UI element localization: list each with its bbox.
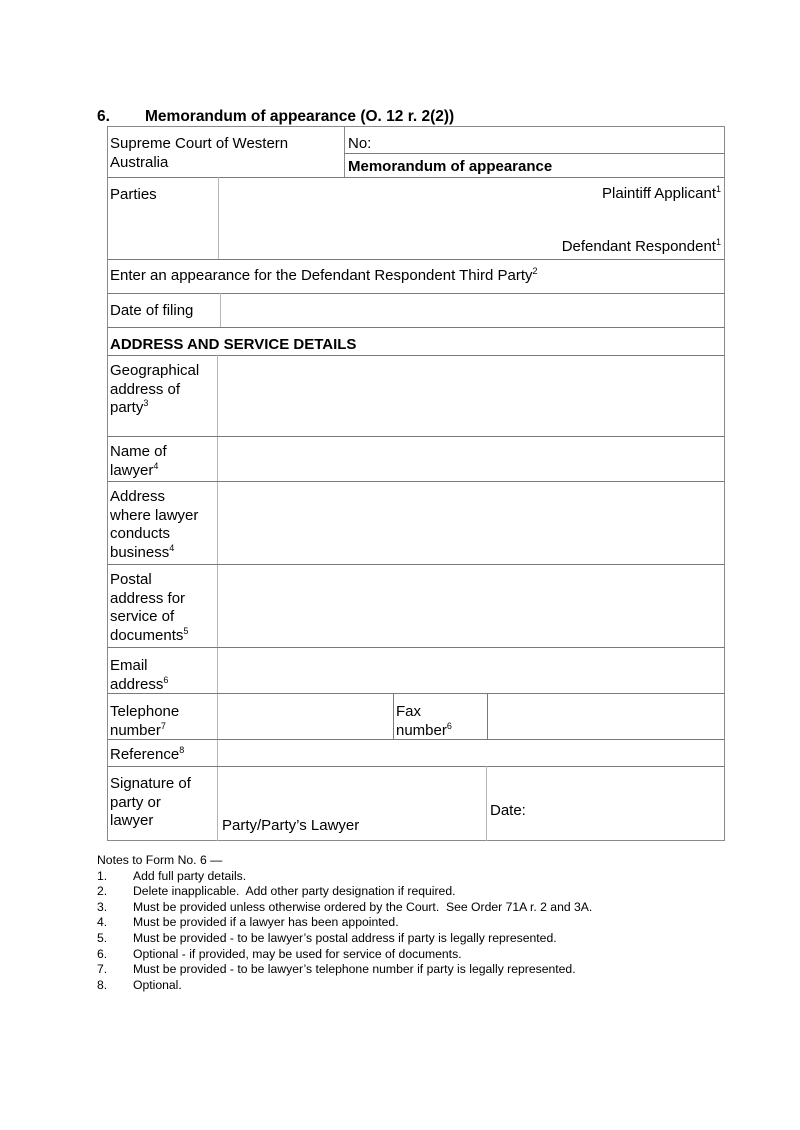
note-text: Must be provided unless otherwise ordered by the Court. See Order 71A r. 2 and 3A.: [133, 899, 593, 914]
footnote-ref: 4: [153, 460, 159, 471]
note-text: Optional - if provided, may be used for service of documents.: [133, 946, 462, 961]
geographical-address-input[interactable]: [218, 356, 725, 436]
case-number-label: No:: [348, 135, 372, 152]
note-item: [97, 931, 592, 947]
form-heading: [97, 108, 454, 126]
label-line: lawyer: [110, 812, 154, 829]
parties-label: [107, 178, 218, 259]
footnote-ref: 1: [715, 184, 721, 194]
reference-label: [107, 740, 217, 766]
label-line: Fax: [396, 703, 422, 720]
note-item: [97, 900, 592, 916]
date-of-filing-input[interactable]: [221, 294, 725, 327]
label-line: Geographical: [110, 362, 200, 379]
signature-date-field[interactable]: [487, 767, 725, 841]
reference-input[interactable]: [218, 740, 725, 766]
label-line: Postal: [110, 571, 152, 588]
note-item: [97, 962, 592, 978]
postal-address-input[interactable]: [218, 565, 725, 647]
label-text: address: [110, 675, 164, 693]
label-text: documents: [110, 626, 184, 644]
lawyer-name-label: [107, 437, 217, 481]
footnote-ref: 1: [715, 237, 721, 247]
plaintiff-line: [222, 185, 721, 238]
footnote-ref: 6: [163, 674, 169, 685]
court-name-line1: Supreme Court of Western: [110, 135, 289, 152]
label-line: where lawyer: [110, 506, 199, 524]
date-of-filing-label: [107, 294, 220, 327]
label-text: business: [110, 543, 170, 561]
label-text: number: [396, 721, 447, 739]
fax-label: [394, 694, 487, 739]
label-line: [110, 627, 214, 646]
court-name-line2: Australia: [110, 153, 169, 171]
footnote-ref: 2: [532, 266, 538, 276]
note-number: 2.: [97, 884, 108, 899]
section-heading: [107, 328, 725, 355]
appearance-text: Enter an appearance for the Defendant Respondent Third Party: [110, 267, 533, 284]
court-name: [107, 126, 344, 177]
postal-address-label: [107, 565, 217, 647]
signature-caption: Party/Party’s Lawyer: [222, 817, 360, 834]
note-number: 4.: [97, 915, 108, 930]
defendant-text: Defendant Respondent: [561, 238, 716, 255]
lawyer-address-input[interactable]: [218, 482, 725, 564]
note-number: 6.: [97, 946, 108, 961]
note-number: 5.: [97, 930, 108, 945]
label-line: [110, 399, 214, 418]
note-text: Must be provided - to be lawyer’s telephone number if party is legally represented.: [133, 962, 576, 977]
note-item: [97, 884, 592, 900]
lawyer-name-input[interactable]: [218, 437, 725, 481]
label-line: [110, 544, 214, 563]
form-notes: [97, 853, 592, 993]
telephone-input[interactable]: [218, 694, 393, 739]
footnote-ref: 4: [169, 542, 175, 553]
note-text: Must be provided - to be lawyer’s postal address if party is legally represented.: [133, 930, 557, 945]
document-title-text: Memorandum of appearance: [348, 158, 553, 175]
note-text: Add full party details.: [133, 868, 247, 883]
signature-date-label: Date:: [490, 802, 526, 819]
lawyer-address-label: [107, 482, 217, 564]
section-heading-text: ADDRESS AND SERVICE DETAILS: [110, 336, 357, 353]
footnote-ref: 3: [143, 398, 149, 408]
form-title: Memorandum of appearance (O. 12 r. 2(2)): [145, 108, 455, 125]
note-text: Optional.: [133, 977, 182, 992]
parties-label-text: Parties: [110, 186, 157, 203]
case-number-field[interactable]: [345, 126, 725, 153]
form-number: 6.: [97, 108, 110, 125]
label-line: Telephone: [110, 703, 180, 720]
signature-label: [107, 767, 217, 841]
email-input[interactable]: [218, 648, 725, 693]
label-line: Name of: [110, 443, 167, 460]
label-line: service of: [110, 608, 175, 625]
label-line: Email: [110, 657, 148, 674]
note-item: [97, 915, 592, 931]
label-line: [396, 722, 484, 741]
label-line: address of: [110, 380, 181, 398]
defendant-line: [222, 238, 721, 255]
notes-heading: Notes to Form No. 6 —: [97, 853, 223, 867]
note-number: 8.: [97, 977, 108, 992]
fax-input[interactable]: [488, 694, 725, 739]
label-line: conducts: [110, 525, 171, 542]
note-number: 1.: [97, 868, 108, 883]
label-line: Address: [110, 488, 166, 505]
plaintiff-text: Plaintiff Applicant: [602, 185, 716, 202]
date-of-filing-text: Date of filing: [110, 302, 194, 319]
geographical-address-label: [107, 356, 217, 436]
note-item: [97, 978, 592, 994]
note-item: [97, 947, 592, 963]
note-number: 3.: [97, 899, 108, 914]
appearance-statement: [107, 260, 725, 293]
label-line: Signature of: [110, 775, 191, 792]
label-line: party or: [110, 793, 161, 811]
label-text: lawyer: [110, 461, 154, 479]
label-text: party: [110, 399, 144, 416]
label-line: [110, 462, 214, 481]
label-line: address for: [110, 589, 186, 607]
footnote-ref: 7: [160, 720, 166, 731]
note-number: 7.: [97, 962, 108, 977]
label-line: [110, 676, 214, 695]
parties-field[interactable]: [219, 178, 725, 259]
memorandum-form: [107, 126, 725, 841]
label-line: [110, 722, 214, 741]
footnote-ref: 6: [446, 720, 452, 731]
document-title: [345, 154, 725, 177]
footnote-ref: 5: [183, 625, 189, 636]
footnote-ref: 8: [179, 745, 185, 755]
label-text: Reference: [110, 746, 180, 763]
note-text: Delete inapplicable. Add other party designation if required.: [133, 884, 456, 899]
note-item: [97, 869, 592, 885]
signature-input[interactable]: [218, 767, 486, 841]
label-text: number: [110, 721, 161, 739]
note-text: Must be provided if a lawyer has been appointed.: [133, 915, 399, 930]
email-label: [107, 648, 217, 693]
telephone-label: [107, 694, 217, 739]
